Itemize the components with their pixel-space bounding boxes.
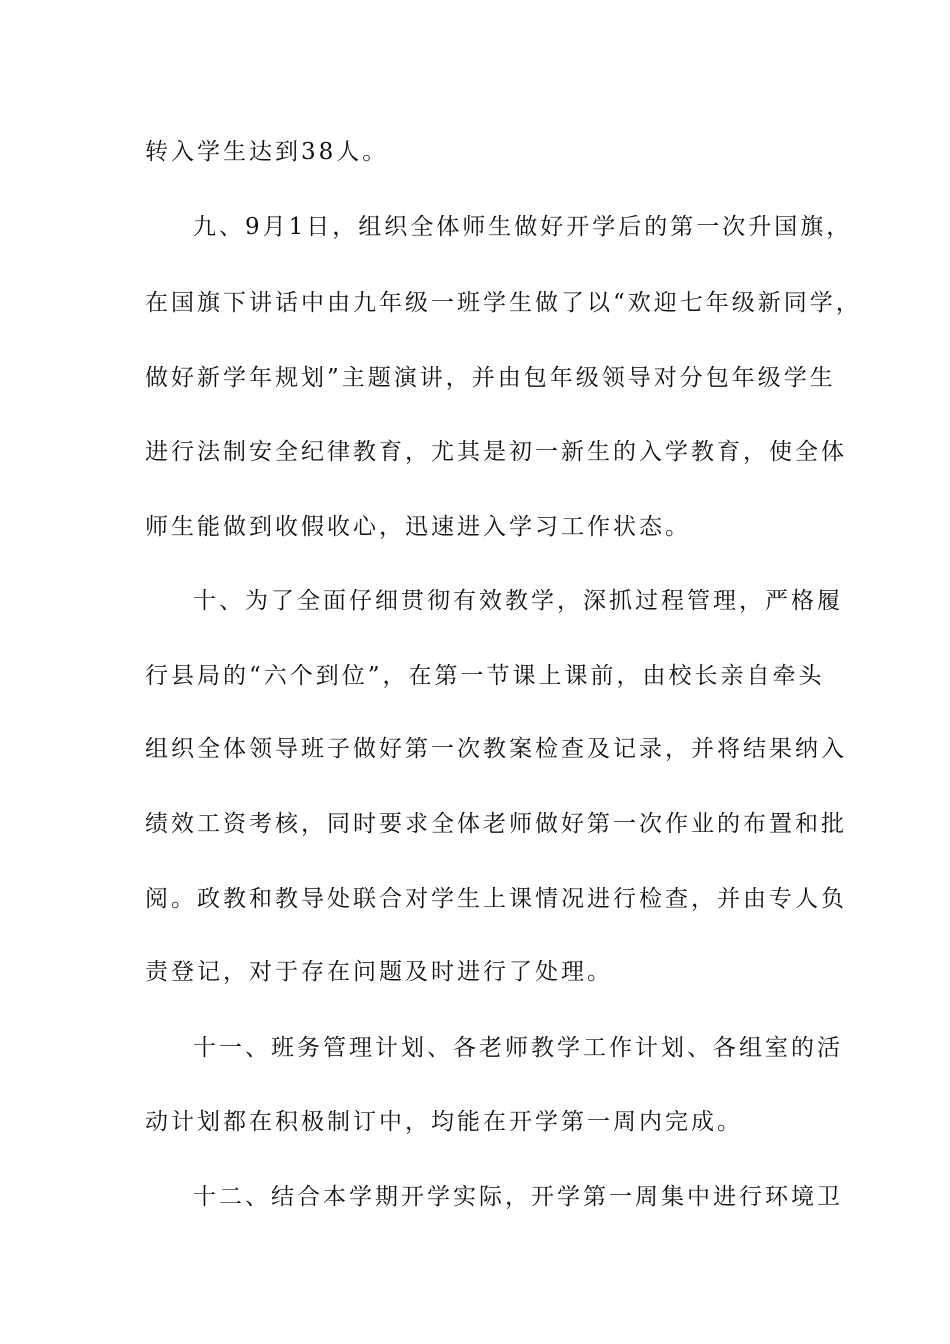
- text-line: 十二、结合本学期开学实际，开学第一周集中进行环境卫: [193, 1184, 843, 1210]
- text-line: 阅。政教和教导处联合对学生上课情况进行检查，并由专人负: [145, 886, 847, 912]
- text-line: 转入学生达到38人。: [145, 139, 389, 165]
- text-line: 十、为了全面仔细贯彻有效教学，深抓过程管理，严格履: [193, 588, 843, 614]
- text-line: 绩效工资考核，同时要求全体老师做好第一次作业的布置和批: [145, 811, 847, 837]
- text-line: 动计划都在积极制订中，均能在开学第一周内完成。: [145, 1109, 743, 1135]
- text-line: 师生能做到收假收心，迅速进入学习工作状态。: [145, 514, 691, 540]
- text-line: 做好新学年规划”主题演讲，并由包年级领导对分包年级学生: [145, 365, 836, 391]
- text-line: 责登记，对于存在问题及时进行了处理。: [145, 959, 613, 985]
- text-line: 十一、班务管理计划、各老师教学工作计划、各组室的活: [193, 1035, 843, 1061]
- text-line: 九、9月1日，组织全体师生做好开学后的第一次升国旗，: [193, 214, 853, 240]
- text-line: 行县局的“六个到位”，在第一节课上课前，由校长亲自牵头: [145, 663, 825, 689]
- text-line: 进行法制安全纪律教育，尤其是初一新生的入学教育，使全体: [145, 439, 847, 465]
- text-line: 在国旗下讲话中由九年级一班学生做了以“欢迎七年级新同学，: [145, 290, 862, 316]
- text-line: 组织全体领导班子做好第一次教案检查及记录，并将结果纳入: [145, 736, 847, 762]
